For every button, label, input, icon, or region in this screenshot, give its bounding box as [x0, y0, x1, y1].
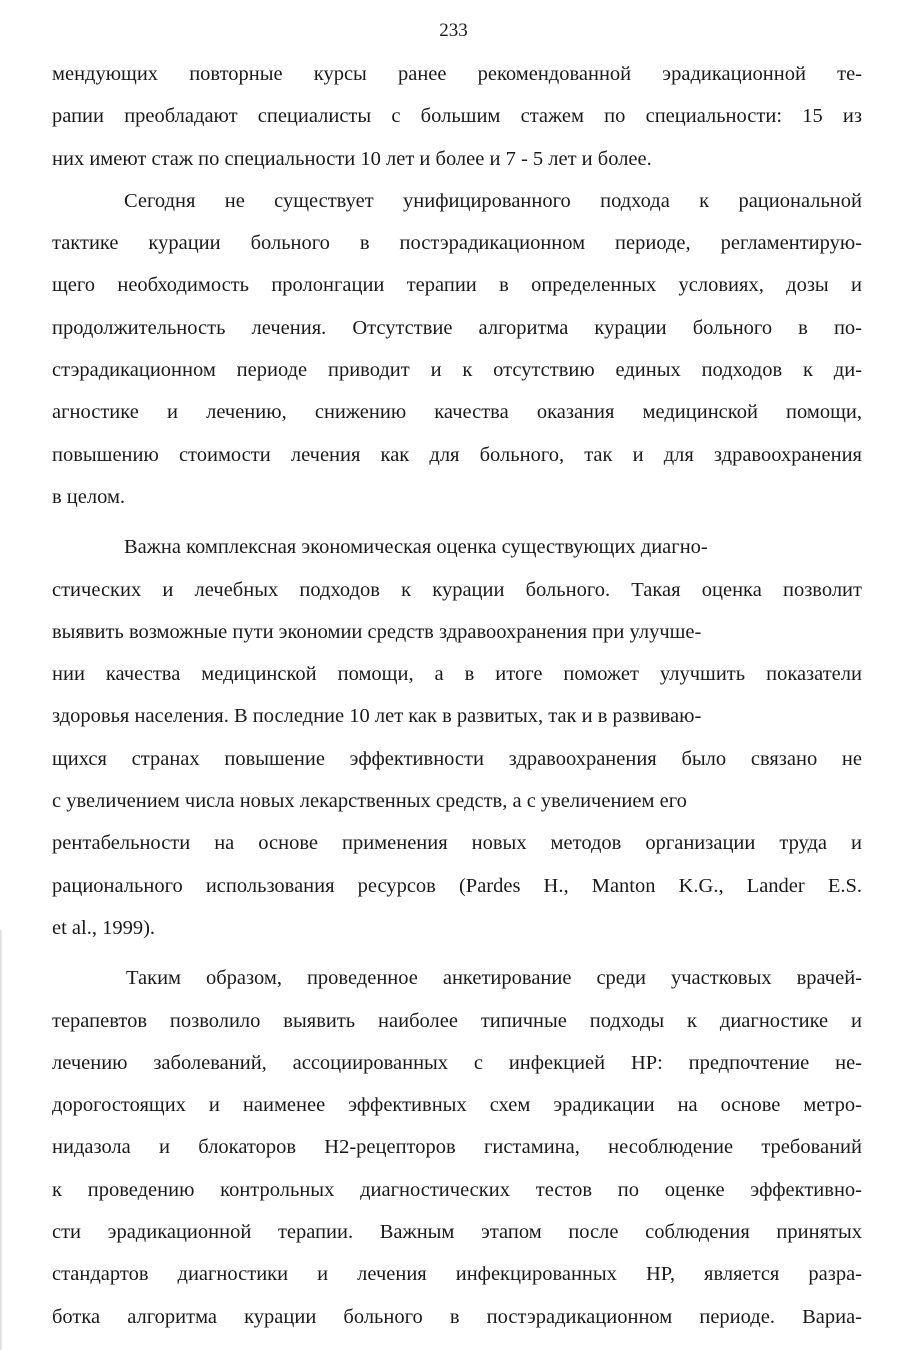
text-line: рационального использования ресурсов (Pardes H., Manton K.G., Lander E.S.	[52, 874, 862, 897]
page-number: 233	[439, 20, 468, 41]
text-line: стэрадикационном периоде приводит и к отсутствию единых подходов к ди-	[52, 359, 862, 382]
text-line: тактике курации больного в постэрадикационном периоде, регламентирую-	[52, 232, 862, 255]
text-line: стических и лечебных подходов к курации больного. Такая оценка позволит	[52, 578, 862, 601]
text-line: выявить возможные пути экономии средств здравоохранения при улучше-	[52, 620, 702, 643]
text-line: повышению стоимости лечения как для больного, так и для здравоохранения	[52, 443, 862, 466]
text-line: агностике и лечению, снижению качества оказания медицинской помощи,	[52, 401, 862, 424]
text-line: рапии преобладают специалисты с большим стажем по специальности: 15 из	[52, 105, 862, 128]
text-line: ботка алгоритма курации больного в постэрадикационном периоде. Вариа-	[52, 1305, 862, 1328]
text-line: здоровья населения. В последние 10 лет как в развитых, так и в развиваю-	[52, 705, 702, 728]
text-line: стандартов диагностики и лечения инфекцированных HP, является разра-	[52, 1263, 862, 1286]
paragraph-2	[52, 180, 862, 518]
text-line: Важна комплексная экономическая оценка существующих диагно-	[124, 536, 708, 559]
body-text	[52, 53, 862, 1338]
text-line: лечению заболеваний, ассоциированных с инфекцией HP: предпочтение не-	[52, 1051, 862, 1074]
paragraph-1	[52, 53, 862, 180]
text-line: с увеличением числа новых лекарственных средств, а с увеличением его	[52, 790, 687, 813]
text-line: них имеют стаж по специальности 10 лет и более и 7 - 5 лет и более.	[52, 147, 652, 170]
paragraph-3	[52, 526, 862, 949]
text-line: нидазола и блокаторов Н2-рецепторов гистамина, несоблюдение требований	[52, 1136, 862, 1159]
text-line: мендующих повторные курсы ранее рекомендованной эрадикационной те-	[52, 63, 862, 85]
text-line: сти эрадикационной терапии. Важным этапом после соблюдения принятых	[52, 1221, 862, 1244]
text-line: щего необходимость пролонгации терапии в определенных условиях, дозы и	[52, 274, 862, 297]
scan-edge-shadow	[0, 930, 3, 1350]
text-line: рентабельности на основе применения новых методов организации труда и	[52, 832, 862, 855]
text-line: продолжительность лечения. Отсутствие алгоритма курации больного в по-	[52, 316, 862, 339]
paragraph-4	[52, 957, 862, 1338]
text-line: Сегодня не существует унифицированного подхода к рациональной	[124, 189, 862, 212]
text-line: дорогостоящих и наименее эффективных схем эрадикации на основе метро-	[52, 1094, 862, 1117]
text-line: в целом.	[52, 485, 126, 508]
text-line: Таким образом, проведенное анкетирование среди участковых врачей-	[126, 967, 862, 990]
text-line: et al., 1999).	[52, 916, 156, 939]
text-line: нии качества медицинской помощи, а в итоге поможет улучшить показатели	[52, 663, 862, 686]
text-line: к проведению контрольных диагностических тестов по оценке эффективно-	[52, 1178, 862, 1201]
text-line: щихся странах повышение эффективности здравоохранения было связано не	[52, 747, 862, 770]
text-line: терапевтов позволило выявить наиболее типичные подходы к диагностике и	[52, 1009, 862, 1032]
